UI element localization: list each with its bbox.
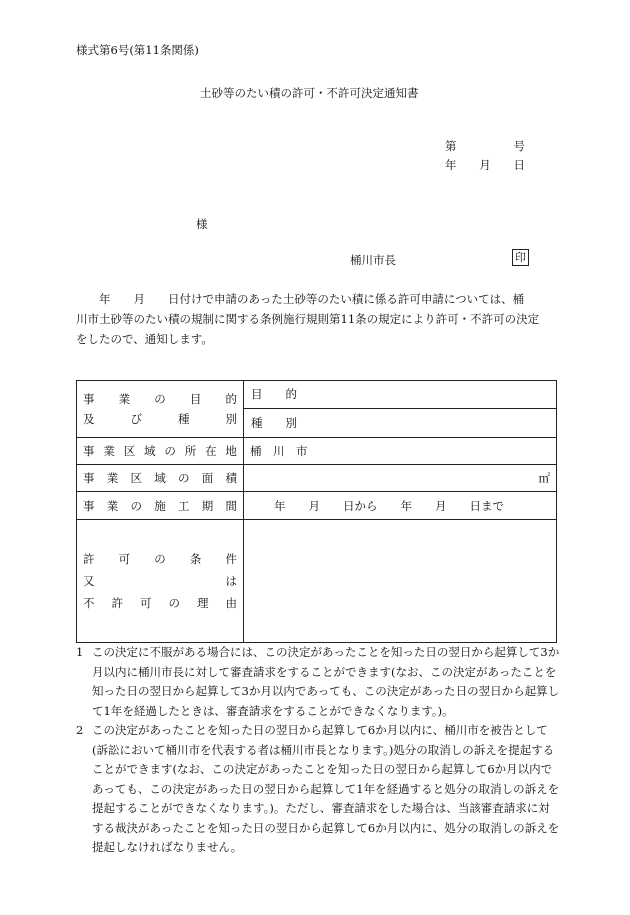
details-table <box>76 380 557 643</box>
table-row <box>77 465 557 492</box>
label-char: の <box>168 596 180 610</box>
type-field: 種 別 <box>251 416 297 430</box>
sender-name: 桶川市長 <box>350 253 396 267</box>
label-char: 期 <box>201 498 214 513</box>
label-char: の <box>130 498 142 513</box>
notes-section <box>76 643 560 858</box>
period-label <box>77 492 244 520</box>
label-char: の <box>178 471 190 485</box>
label-char: 施 <box>154 498 166 513</box>
label-char: の <box>164 444 176 458</box>
label-char: 的 <box>225 392 237 406</box>
label-char: 間 <box>225 498 237 513</box>
area-unit: ㎡ <box>538 471 550 485</box>
table-row <box>77 492 557 520</box>
note-number: 1 <box>76 645 84 659</box>
label-char: 区 <box>123 444 136 458</box>
label-char: の <box>154 392 166 406</box>
purpose-field: 目 的 <box>244 381 556 409</box>
label-char: 目 <box>189 392 202 406</box>
label-char: 条 <box>189 552 202 566</box>
purpose-type-label <box>77 381 244 438</box>
label-char: 事 <box>83 444 95 458</box>
body-line-3: をしたので、通知します。 <box>76 332 213 346</box>
document-number-date <box>445 138 535 176</box>
list-item <box>76 643 560 721</box>
note-number: 2 <box>76 723 84 737</box>
label-char: 業 <box>103 444 115 458</box>
table-row <box>77 381 557 438</box>
label-char: び <box>130 412 142 426</box>
label-char: 種 <box>178 412 190 426</box>
area-value <box>244 465 557 492</box>
date-year-label: 年 <box>445 158 457 172</box>
table-row <box>77 520 557 643</box>
label-char: 工 <box>178 498 190 513</box>
label-char: 可 <box>140 596 152 610</box>
number-label-dai: 第 <box>445 139 457 153</box>
label-char: 域 <box>144 444 156 458</box>
form-number: 様式第6号(第11条関係) <box>76 43 199 57</box>
body-line-2: 川市土砂等のたい積の規制に関する条例施行規則第11条の規定により許可・不許可の決定 <box>76 312 540 326</box>
label-char: は <box>225 574 237 588</box>
addressee-suffix: 様 <box>196 217 208 231</box>
body-line-1: 年 月 日付けで申請のあった土砂等のたい積に係る許可申請については、桶 <box>76 292 525 306</box>
label-char: 不 <box>83 596 95 610</box>
notification-body <box>76 289 556 349</box>
date-day-label: 日 <box>513 158 525 172</box>
area-label <box>77 465 244 492</box>
note-text: この決定があったことを知った日の翌日から起算して6か月以内に、桶川市を被告として(訴訟において桶川市を代表する者は桶川市長となります。)処分の取消しの訴えを提起することができます(なお、この決定があったことを知った日の翌日から起算して6か月以内であっても、この決定があった日の翌日から起算して1年を経過すると処分の取消しの訴えを提起することができなくなります。)。ただし、審査請求をした場合は、当該審査請求に対する裁決があったことを知った日の翌日から起算して6か月以内に、処分の取消しの訴えを提起しなければなりません。 <box>92 723 560 854</box>
seal-mark: 印 <box>512 249 529 266</box>
label-char: 区 <box>130 471 142 485</box>
table-row <box>77 438 557 465</box>
document-title: 土砂等のたい積の許可・不許可決定通知書 <box>200 86 419 100</box>
label-char: 事 <box>83 498 95 513</box>
label-char: 業 <box>118 392 131 406</box>
label-char: 件 <box>225 552 237 566</box>
label-char: の <box>154 552 166 566</box>
label-char: 許 <box>111 596 123 610</box>
label-char: 可 <box>118 552 131 566</box>
label-char: 地 <box>225 444 237 458</box>
label-char: 許 <box>83 552 95 566</box>
label-char: 積 <box>225 471 237 485</box>
number-label-go: 号 <box>513 139 525 153</box>
label-char: 業 <box>106 498 119 513</box>
label-char: 在 <box>205 444 217 458</box>
label-char: 所 <box>184 444 197 458</box>
label-char: 又 <box>83 574 95 588</box>
conditions-label <box>77 520 244 643</box>
list-item <box>76 721 560 858</box>
label-char: 域 <box>154 471 166 485</box>
location-value: 桶 川 市 <box>244 438 557 465</box>
label-char: 理 <box>197 596 209 610</box>
note-text: この決定に不服がある場合には、この決定があったことを知った日の翌日から起算して3か月以内に桶川市長に対して審査請求をすることができます(なお、この決定があったことを知った日の翌日から起算して3か月以内であっても、この決定があった日の翌日から起算して1年を経過したときは、審査請求をすることができなくなります。)。 <box>92 645 560 718</box>
label-char: 別 <box>225 412 237 426</box>
period-value: 年 月 日から 年 月 日まで <box>244 492 557 520</box>
label-char: 面 <box>201 471 214 485</box>
label-char: 業 <box>106 471 119 485</box>
date-month-label: 月 <box>479 158 491 172</box>
label-char: 事 <box>83 471 95 485</box>
location-label <box>77 438 244 465</box>
label-char: 由 <box>225 596 237 610</box>
label-char: 及 <box>83 412 95 426</box>
label-char: 事 <box>83 392 95 406</box>
purpose-type-value <box>244 381 557 438</box>
conditions-value <box>244 520 557 643</box>
